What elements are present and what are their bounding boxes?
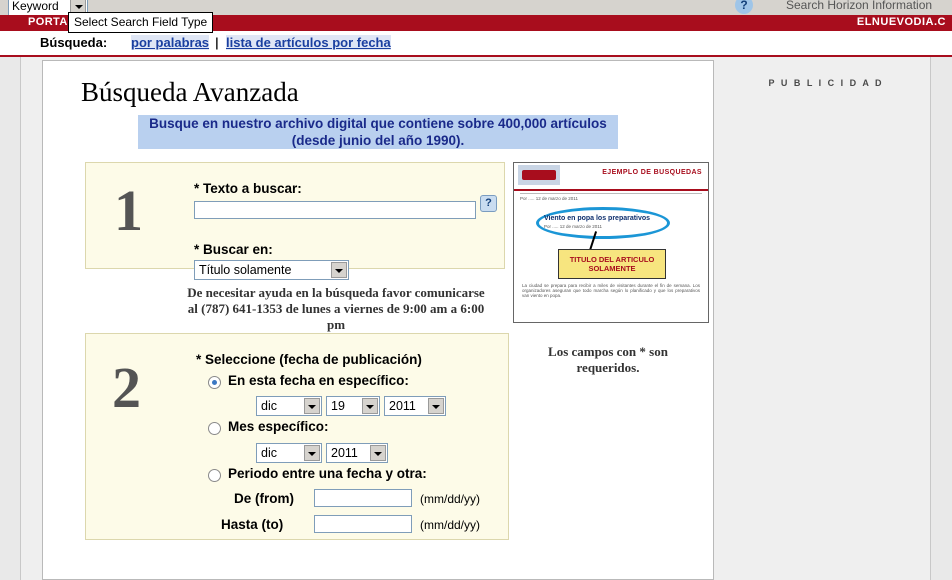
select-mes-mes[interactable]	[256, 443, 322, 463]
thumbnail-divider	[520, 193, 702, 194]
main-content-panel	[42, 60, 714, 580]
search-nav-bar	[0, 31, 952, 57]
newspaper-logo-icon	[518, 165, 560, 185]
buscar-en-select[interactable]	[194, 260, 349, 280]
advertisement-panel	[722, 60, 930, 580]
nav-separator: |	[215, 35, 219, 50]
thumbnail-subline: Por ..... 12 de marzo de 2011	[544, 224, 602, 229]
left-rail	[0, 57, 21, 580]
search-nav-label: Búsqueda:	[40, 35, 108, 50]
tooltip: Select Search Field Type	[68, 12, 213, 33]
link-lista-por-fecha[interactable]: lista de artículos por fecha	[226, 35, 391, 50]
label-hasta-to: Hasta (to)	[221, 517, 284, 532]
radio-fecha-especifica[interactable]	[208, 376, 221, 389]
radio-periodo[interactable]	[208, 469, 221, 482]
select-dia-anio[interactable]	[384, 396, 446, 416]
help-note: De necesitar ayuda en la búsqueda favor comunicarse al (787) 641-1353 de lunes a viernes de 9:00 am a 6:00 pm	[187, 285, 485, 332]
link-por-palabras[interactable]: por palabras	[131, 35, 210, 50]
chevron-down-icon[interactable]	[304, 445, 320, 461]
brand-left-label: PORTA	[28, 16, 68, 28]
callout-text: TITULO DEL ARTICULO SOLAMENTE	[569, 255, 655, 273]
input-fecha-hasta[interactable]	[314, 515, 412, 533]
step-2-number: 2	[112, 355, 141, 420]
thumbnail-meta: Por ..... 12 de marzo de 2011	[520, 196, 578, 201]
intro-text: Busque en nuestro archivo digital que contiene sobre 400,000 artículos (desde junio del año 1990).	[138, 115, 618, 149]
chevron-down-icon[interactable]	[428, 398, 444, 414]
select-dia-numero[interactable]	[326, 396, 380, 416]
search-provider-label: Search Horizon Information	[786, 0, 933, 12]
format-hint-hasta: (mm/dd/yy)	[420, 518, 480, 532]
select-dia-anio-value: 2011	[389, 399, 416, 413]
select-mes-mes-value: dic	[261, 446, 277, 460]
label-periodo: Periodo entre una fecha y otra:	[228, 466, 427, 481]
brand-right-label: ELNUEVODIA.C	[856, 16, 946, 28]
label-texto-a-buscar: * Texto a buscar:	[194, 181, 302, 196]
question-mark-icon[interactable]: ?	[735, 0, 753, 14]
chevron-down-icon[interactable]	[304, 398, 320, 414]
step-1-number: 1	[114, 178, 143, 243]
keyword-type-value: Keyword	[12, 0, 59, 13]
radio-mes-especifico[interactable]	[208, 422, 221, 435]
step-1-panel	[85, 162, 505, 332]
question-mark-icon[interactable]: ?	[480, 195, 497, 212]
advertisement-label: P U B L I C I D A D	[768, 78, 884, 88]
thumbnail-header	[514, 163, 708, 191]
buscar-en-value: Título solamente	[199, 263, 292, 277]
label-fecha-especifica: En esta fecha en específico:	[228, 373, 409, 388]
step-2-panel	[85, 333, 509, 540]
chevron-down-icon[interactable]	[331, 262, 347, 278]
thumbnail-headline: Viento en popa los preparativos	[544, 215, 651, 222]
callout-box	[558, 249, 666, 279]
label-seleccione-fecha: * Seleccione (fecha de publicación)	[196, 352, 422, 367]
input-fecha-desde[interactable]	[314, 489, 412, 507]
label-mes-especifico: Mes específico:	[228, 419, 329, 434]
select-dia-numero-value: 19	[331, 399, 345, 413]
select-dia-mes[interactable]	[256, 396, 322, 416]
example-thumbnail	[513, 162, 709, 323]
search-text-input[interactable]	[194, 201, 476, 219]
right-rail	[930, 57, 952, 580]
format-hint-desde: (mm/dd/yy)	[420, 492, 480, 506]
select-mes-anio-value: 2011	[331, 446, 358, 460]
chevron-down-icon[interactable]	[370, 445, 386, 461]
chevron-down-icon[interactable]	[362, 398, 378, 414]
required-fields-note: Los campos con * son requeridos.	[548, 344, 668, 375]
label-buscar-en: * Buscar en:	[194, 242, 273, 257]
select-dia-mes-value: dic	[261, 399, 277, 413]
label-de-from: De (from)	[234, 491, 294, 506]
thumbnail-title: EJEMPLO DE BUSQUEDAS	[602, 169, 702, 176]
highlight-ellipse	[536, 207, 670, 239]
page-title: Búsqueda Avanzada	[81, 77, 299, 107]
thumbnail-body: La ciudad se prepara para recibir a miles de visitantes durante el fin de semana. Los organizadores aseguran que todo marcha según lo planificado y que los preparativos van viento en popa.	[522, 283, 700, 298]
select-mes-anio[interactable]	[326, 443, 388, 463]
